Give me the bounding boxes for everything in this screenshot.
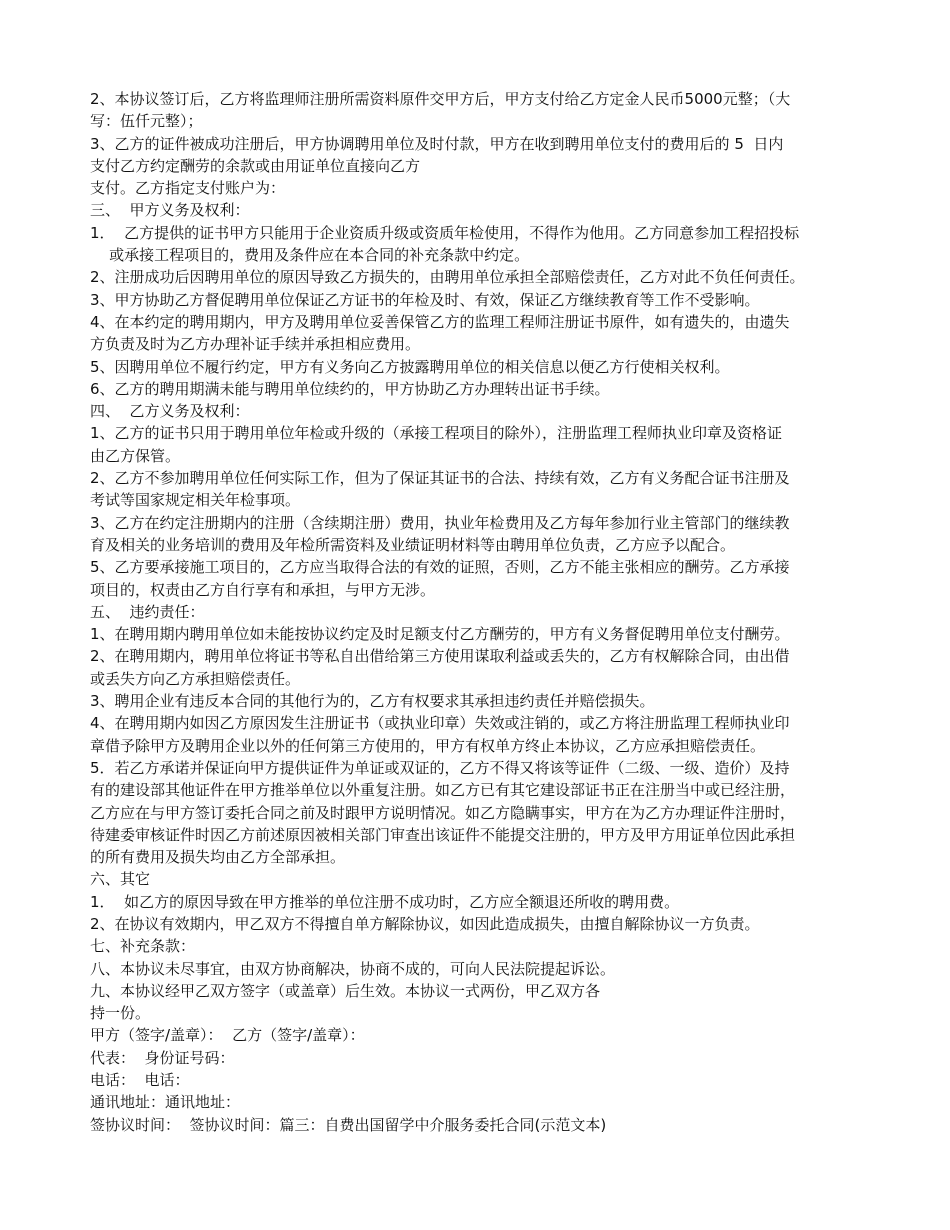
text-line: 八、本协议未尽事宜，由双方协商解决，协商不成的，可向人民法院提起诉讼。 [90,959,616,978]
text-line: 3、乙方的证件被成功注册后，甲方协调聘用单位及时付款，甲方在收到聘用单位支付的费用后的 5 日内 [90,134,784,153]
text-line: 2、乙方不参加聘用单位任何实际工作，但为了保证其证书的合法、持续有效，乙方有义务配合证书注册及 [90,469,790,488]
document-page [90,88,865,1136]
text-line: 5、乙方要承接施工项目的，乙方应当取得合法的有效的证照，否则，乙方不能主张相应的酬劳。乙方承接 [90,558,790,577]
text-line: 支付。乙方指定支付账户为： [90,179,286,198]
text-line: 3、聘用企业有违反本合同的其他行为的，乙方有权要求其承担违约责任并赔偿损失。 [90,692,655,711]
text-line: 电话： 电话： [90,1071,190,1090]
text-line: 乙方应在与甲方签订委托合同之前及时跟甲方说明情况。如乙方隐瞒事实，甲方在为乙方办理证件注册时， [90,803,796,822]
text-line: 或承接工程项目的，费用及条件应在本合同的补充条款中约定。 [90,246,530,265]
text-line: 支付乙方约定酬劳的余款或由用证单位直接向乙方 [90,156,421,175]
text-line: 写：伍仟元整）； [90,112,203,131]
text-line: 方负责及时为乙方办理补证手续并承担相应费用。 [90,335,421,354]
text-line: 2、在聘用期内，聘用单位将证书等私自出借给第三方使用谋取利益或丢失的，乙方有权解除合同，由出借 [90,647,790,666]
text-line: 4、在聘用期内如因乙方原因发生注册证书（或执业印章）失效或注销的，或乙方将注册监理工程师执业印 [90,714,790,733]
text-line: 2、注册成功后因聘用单位的原因导致乙方损失的，由聘用单位承担全部赔偿责任，乙方对此不负任何责任。 [90,268,805,287]
text-line: 2、在协议有效期内，甲乙双方不得擅自单方解除协议，如因此造成损失，由擅自解除协议一方负责。 [90,914,760,933]
text-line: 六、其它 [90,870,151,889]
text-line: 1． 乙方提供的证书甲方只能用于企业资质升级或资质年检使用，不得作为他用。乙方同意参加工程招投标 [90,223,800,242]
text-line: 持一份。 [90,1004,151,1023]
text-line: 或丢失方向乙方承担赔偿责任。 [90,669,301,688]
text-line: 三、 甲方义务及权利： [90,201,250,220]
text-line: 4、在本约定的聘用期内，甲方及聘用单位妥善保管乙方的监理工程师注册证书原件，如有遗失的，由遗失 [90,312,790,331]
text-line: 待建委审核证件时因乙方前述原因被相关部门审查出该证件不能提交注册的，甲方及甲方用证单位因此承担 [90,825,796,844]
text-line: 四、 乙方义务及权利： [90,402,250,421]
text-line: 的所有费用及损失均由乙方全部承担。 [90,848,346,867]
text-line: 签协议时间： 签协议时间：篇三：自费出国留学中介服务委托合同(示范文本) [90,1115,607,1134]
text-line: 五、 违约责任： [90,602,205,621]
text-line: 3、甲方协助乙方督促聘用单位保证乙方证书的年检及时、有效，保证乙方继续教育等工作不受影响。 [90,290,760,309]
text-line: 育及相关的业务培训的费用及年检所需资料及业绩证明材料等由聘用单位负责，乙方应予以配合。 [90,535,736,554]
text-line: 6、乙方的聘用期满未能与聘用单位续约的，甲方协助乙方办理转出证书手续。 [90,379,610,398]
text-line: 通讯地址：通讯地址： [90,1093,241,1112]
text-line: 考试等国家规定相关年检事项。 [90,491,301,510]
text-line: 由乙方保管。 [90,446,181,465]
text-line: 3、乙方在约定注册期内的注册（含续期注册）费用，执业年检费用及乙方每年参加行业主管部门的继续教 [90,513,790,532]
text-line: 代表： 身份证号码： [90,1048,235,1067]
text-line: 九、本协议经甲乙双方签字（或盖章）后生效。本协议一式两份，甲乙双方各 [90,981,601,1000]
text-line: 有的建设部其他证件在甲方推举单位以外重复注册。如乙方已有其它建设部证书正在注册当中或已经注册， [90,781,796,800]
text-line: 1． 如乙方的原因导致在甲方推举的单位注册不成功时，乙方应全额退还所收的聘用费。 [90,892,680,911]
text-line: 5．若乙方承诺并保证向甲方提供证件为单证或双证的，乙方不得又将该等证件（二级、一级、造价）及持 [90,758,790,777]
text-line: 甲方（签字/盖章）： 乙方（签字/盖章）： [90,1026,365,1045]
text-line: 2、本协议签订后，乙方将监理师注册所需资料原件交甲方后，甲方支付给乙方定金人民币5000元整；（大 [90,90,791,108]
text-line: 章借予除甲方及聘用企业以外的任何第三方使用的，甲方有权单方终止本协议，乙方应承担赔偿责任。 [90,736,766,755]
text-line: 七、补充条款： [90,937,196,956]
text-line: 1、乙方的证书只用于聘用单位年检或升级的（承接工程项目的除外），注册监理工程师执业印章及资格证 [90,424,783,443]
text-line: 项目的，权责由乙方自行享有和承担，与甲方无涉。 [90,580,436,599]
text-line: 1、在聘用期内聘用单位如未能按协议约定及时足额支付乙方酬劳的，甲方有义务督促聘用单位支付酬劳。 [90,625,790,644]
text-line: 5、因聘用单位不履行约定，甲方有义务向乙方披露聘用单位的相关信息以便乙方行使相关权利。 [90,357,730,376]
